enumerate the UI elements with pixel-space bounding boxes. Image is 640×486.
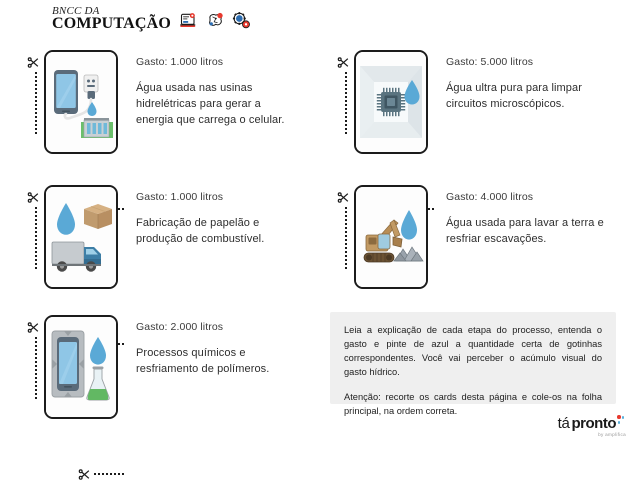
- card-hidreletrica[interactable]: [28, 50, 301, 154]
- instructions-paragraph-2: Atenção: recorte os cards desta página e cole-os na folha principal, na ordem correta.: [344, 391, 602, 416]
- card-text-block: [136, 50, 301, 129]
- gears-icon: [231, 11, 251, 31]
- brand-line-1: BNCC DA: [52, 5, 100, 17]
- logo-text-pronto: pronto: [571, 415, 616, 433]
- scissors-icon: [78, 468, 91, 486]
- illustration-phone-mold-flask: [44, 315, 118, 419]
- card-text-block: [446, 50, 611, 113]
- scissors-icon: [27, 321, 40, 339]
- brand-line-2: COMPUTAÇÃO: [52, 15, 172, 32]
- card-gasto-label: Gasto: 4.000 litros: [446, 191, 534, 203]
- brand-title: [52, 6, 171, 32]
- cut-dash-vertical: [345, 207, 347, 269]
- cut-dash-vertical: [35, 337, 37, 399]
- card-papelao[interactable]: [28, 185, 301, 289]
- instructions-paragraph-1: Leia a explicação de cada etapa do processo, entenda o gasto e pinte de azul a quantidade certa de gotinhas correspondentes. Você vai perceber o acúmulo visual do gasto hídrico.: [344, 325, 602, 377]
- page-header: [52, 6, 251, 32]
- logo-dots-icon: [617, 415, 626, 428]
- card-gasto-label: Gasto: 1.000 litros: [136, 191, 224, 203]
- card-polimeros[interactable]: [28, 315, 301, 419]
- card-description: Água usada para lavar a terra e resfriar escavações.: [446, 217, 604, 245]
- card-text-block: [136, 315, 301, 378]
- scissors-icon: [27, 56, 40, 74]
- brain-network-icon: [205, 11, 225, 31]
- card-gasto-label: Gasto: 5.000 litros: [446, 56, 534, 68]
- cut-dash-vertical: [35, 207, 37, 269]
- cut-dash-horizontal: [94, 473, 124, 475]
- scissors-icon: [337, 56, 350, 74]
- computer-icon: [179, 11, 199, 31]
- logo-text-ta: tá: [557, 415, 570, 433]
- cut-dash-vertical: [345, 72, 347, 134]
- instructions-panel: [330, 312, 616, 416]
- card-text-block: [136, 185, 301, 248]
- card-description: Água usada nas usinas hidrelétricas para gerar a energia que carrega o celular.: [136, 82, 285, 126]
- scissors-icon: [337, 191, 350, 209]
- illustration-smartphone-charging-hydro: [44, 50, 118, 154]
- illustration-truck-box-waterdrop: [44, 185, 118, 289]
- card-description: Fabricação de papelão e produção de combustível.: [136, 217, 265, 245]
- card-description: Água ultra pura para limpar circuitos microscópicos.: [446, 82, 582, 110]
- cut-guide-left: [28, 315, 44, 415]
- card-text-block: [446, 185, 611, 248]
- scissors-icon: [27, 191, 40, 209]
- header-icon-group: [179, 11, 251, 32]
- cut-dash-vertical: [35, 72, 37, 134]
- logo-subtitle: by amplifica: [598, 432, 626, 438]
- cut-guide-left: [338, 185, 354, 285]
- cut-guide-left: [28, 50, 44, 150]
- cut-guide-bottom: [72, 467, 142, 483]
- logo-wordmark: [558, 415, 626, 431]
- card-circuitos[interactable]: [338, 50, 611, 154]
- card-description: Processos químicos e resfriamento de polímeros.: [136, 347, 270, 375]
- card-gasto-label: Gasto: 2.000 litros: [136, 321, 224, 333]
- card-escavacao[interactable]: [338, 185, 611, 289]
- footer-logo: [558, 415, 626, 438]
- illustration-microchip-cleanroom: [354, 50, 428, 154]
- illustration-excavator-rocks: [354, 185, 428, 289]
- card-gasto-label: Gasto: 1.000 litros: [136, 56, 224, 68]
- cut-guide-left: [338, 50, 354, 150]
- cut-guide-left: [28, 185, 44, 285]
